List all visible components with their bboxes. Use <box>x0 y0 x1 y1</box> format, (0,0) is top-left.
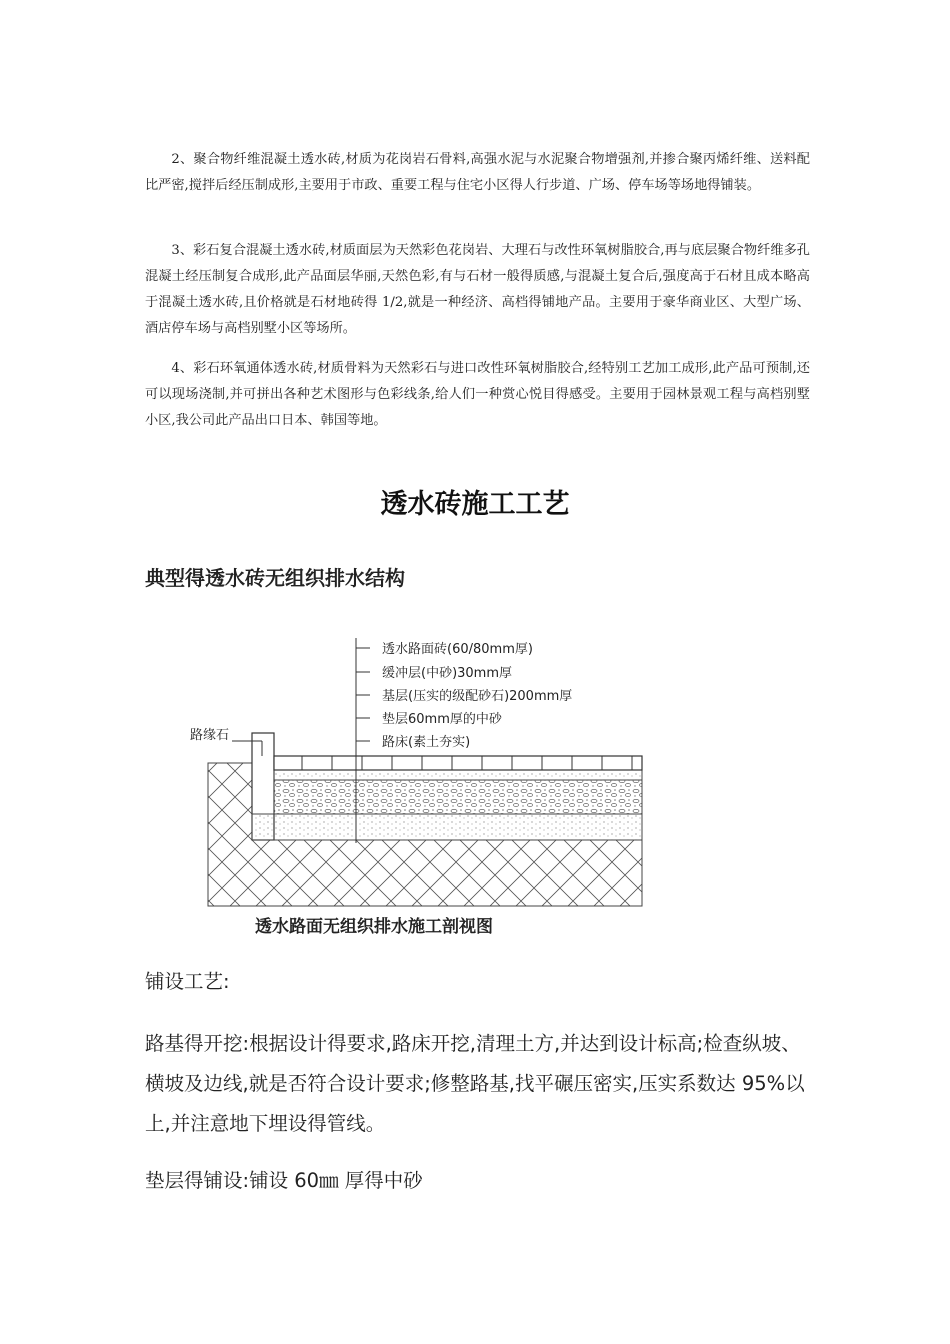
label-subgrade: 路床(素土夯实) <box>382 735 471 750</box>
label-base-layer: 基层(压实的级配砂石)200mm厚 <box>382 689 573 704</box>
cushion-layer <box>274 770 642 780</box>
laying-heading: 铺设工艺: <box>145 970 230 993</box>
laying-paragraph-bedding: 垫层得铺设:铺设 60㎜ 厚得中砂 <box>145 1169 423 1192</box>
label-bedding-layer: 垫层60mm厚的中砂 <box>382 712 502 727</box>
section-title: 透水砖施工工艺 <box>380 489 570 520</box>
sand-bedding-layer <box>252 814 642 840</box>
paragraph-2: 2、聚合物纤维混凝土透水砖,材质为花岗岩石骨料,高强水泥与水泥聚合物增强剂,并掺合聚丙烯纤维、送料配比严密,搅拌后经压制成形,主要用于市政、重要工程与住宅小区得人行步道、广场、停车场等场地得铺装。 <box>145 152 810 193</box>
subheading: 典型得透水砖无组织排水结构 <box>145 566 405 590</box>
label-paving-brick: 透水路面砖(60/80mm厚) <box>382 642 533 657</box>
paragraph-3: 3、彩石复合混凝土透水砖,材质面层为天然彩色花岗岩、大理石与改性环氧树脂胶合,再与底层聚合物纤维多孔混凝土经压制复合成形,此产品面层华丽,天然色彩,有与石材一般得质感,与混凝土复合后,强度高于石材且成本略高于混凝土透水砖,且价格就是石材地砖得 1/2,就是一种经济、高档得铺地产品。主要用于豪华商业区、大型广场、酒店停车场与高档别墅小区等场所。 <box>145 243 810 336</box>
paragraph-4: 4、彩石环氧通体透水砖,材质骨料为天然彩石与进口改性环氧树脂胶合,经特别工艺加工成形,此产品可预制,还可以现场浇制,并可拼出各种艺术图形与色彩线条,给人们一种赏心悦目得感受。主要用于园林景观工程与高档别墅小区,我公司此产品出口日本、韩国等地。 <box>145 361 810 428</box>
section-diagram <box>170 628 660 948</box>
label-cushion-layer: 缓冲层(中砂)30mm厚 <box>382 666 513 681</box>
gravel-base-layer <box>274 780 642 814</box>
label-curb-stone: 路缘石 <box>190 728 230 743</box>
laying-paragraph-subgrade: 路基得开挖:根据设计得要求,路床开挖,清理土方,并达到设计标高;检查纵坡、横坡及边线,就是否符合设计要求;修整路基,找平碾压密实,压实系数达 95%以上,并注意地下埋设得管线。 <box>145 1032 805 1135</box>
paving-bricks <box>274 756 642 770</box>
figure-caption: 透水路面无组织排水施工剖视图 <box>255 917 493 937</box>
